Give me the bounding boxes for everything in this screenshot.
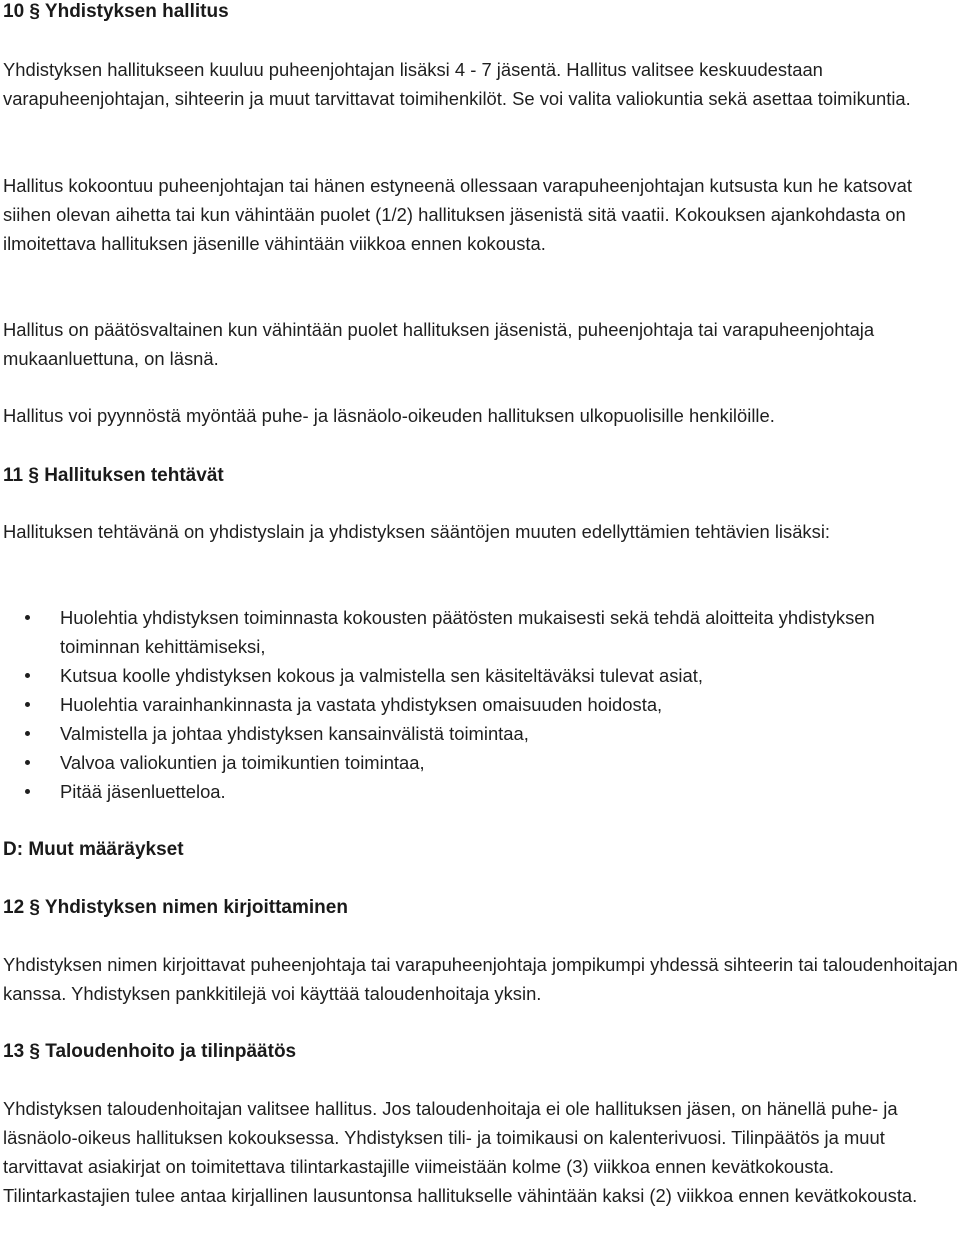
list-item-text: Valmistella ja johtaa yhdistyksen kansainvälistä toimintaa, [60, 723, 529, 744]
bullet-icon [25, 702, 30, 707]
list-item-text: Huolehtia yhdistyksen toiminnasta kokousten päätösten mukaisesti sekä tehdä aloitteita yhdistyksen toiminnan kehittämiseksi, [60, 607, 875, 657]
list-item-text: Valvoa valiokuntien ja toimikuntien toimintaa, [60, 752, 425, 773]
bullet-icon [25, 760, 30, 765]
list-item [3, 690, 958, 719]
section-10-paragraph-3: Hallitus on päätösvaltainen kun vähintään puolet hallituksen jäsenistä, puheenjohtaja tai varapuheenjohtaja mukaanluettuna, on läsnä. [3, 319, 875, 369]
section-10-paragraph-4: Hallitus voi pyynnöstä myöntää puhe- ja läsnäolo-oikeuden hallituksen ulkopuolisille henkilöille. [3, 405, 775, 426]
section-11-heading: 11 § Hallituksen tehtävät [3, 465, 224, 486]
part-d-heading: D: Muut määräykset [3, 839, 184, 860]
section-12-paragraph: Yhdistyksen nimen kirjoittavat puheenjohtaja tai varapuheenjohtaja jompikumpi yhdessä sihteerin tai taloudenhoitajan kanssa. Yhdistyksen pankkitilejä voi käyttää taloudenhoitaja yksin. [3, 954, 958, 1004]
duties-list [3, 603, 958, 806]
section-10-heading: 10 § Yhdistyksen hallitus [3, 1, 229, 22]
section-13-heading: 13 § Taloudenhoito ja tilinpäätös [3, 1041, 297, 1062]
list-item [3, 748, 958, 777]
section-11-intro: Hallituksen tehtävänä on yhdistyslain ja yhdistyksen sääntöjen muuten edellyttämien tehtävien lisäksi: [3, 521, 831, 542]
bullet-icon [25, 789, 30, 794]
bullet-icon [25, 615, 30, 620]
section-13-paragraph: Yhdistyksen taloudenhoitajan valitsee hallitus. Jos taloudenhoitaja ei ole hallituksen jäsen, on hänellä puhe- ja läsnäolo-oikeus hallituksen kokouksessa. Yhdistyksen tili- ja toimikausi on kalenterivuosi. Tilinpäätös ja muut tarvittavat asiakirjat on toimitettava tilintarkastajille viimeistään kolme (3) viikkoa ennen kevätkokousta. Tilintarkastajien tulee antaa kirjallinen lausuntonsa hallitukselle vähintään kaksi (2) viikkoa ennen kevätkokousta. [3, 1098, 918, 1206]
section-10-paragraph-1: Yhdistyksen hallitukseen kuuluu puheenjohtajan lisäksi 4 - 7 jäsentä. Hallitus valitsee keskuudestaan varapuheenjohtajan, sihteerin ja muut tarvittavat toimihenkilöt. Se voi valita valiokuntia sekä asettaa toimikuntia. [3, 59, 911, 109]
bullet-icon [25, 673, 30, 678]
list-item-text: Pitää jäsenluetteloa. [60, 781, 226, 802]
bullet-icon [25, 731, 30, 736]
list-item [3, 777, 958, 806]
section-10-paragraph-2: Hallitus kokoontuu puheenjohtajan tai hänen estyneenä ollessaan varapuheenjohtajan kutsusta kun he katsovat siihen olevan aihetta tai kun vähintään puolet (1/2) hallituksen jäsenistä sitä vaatii. Kokouksen ajankohdasta on ilmoitettava hallituksen jäsenille vähintään viikkoa ennen kokousta. [3, 175, 912, 254]
list-item [3, 603, 958, 661]
list-item-text: Huolehtia varainhankinnasta ja vastata yhdistyksen omaisuuden hoidosta, [60, 694, 663, 715]
list-item [3, 661, 958, 690]
list-item-text: Kutsua koolle yhdistyksen kokous ja valmistella sen käsiteltäväksi tulevat asiat, [60, 665, 703, 686]
section-12-heading: 12 § Yhdistyksen nimen kirjoittaminen [3, 897, 348, 918]
list-item [3, 719, 958, 748]
